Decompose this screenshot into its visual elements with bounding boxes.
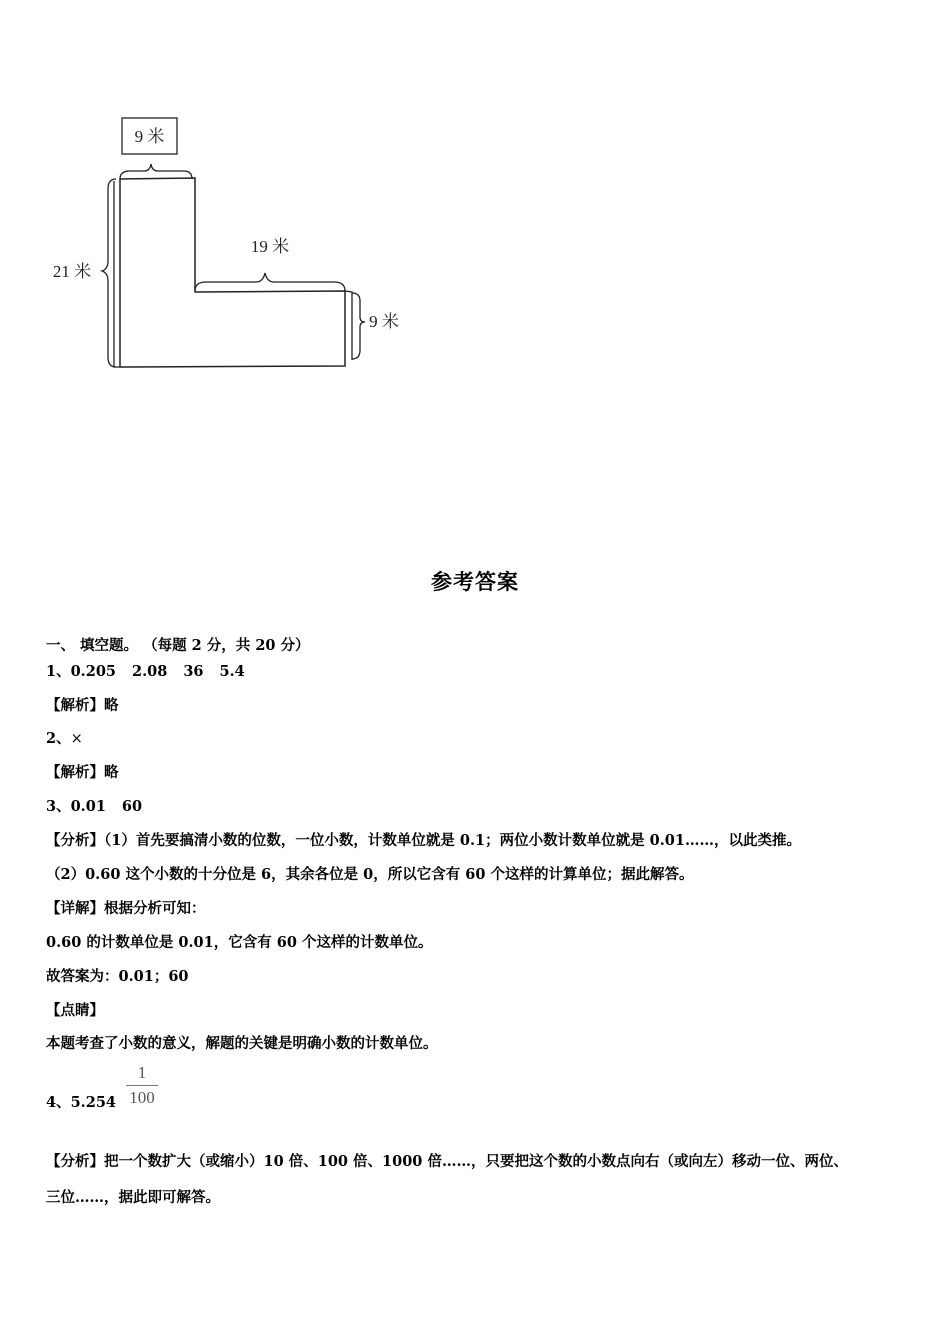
l-shape-diagram bbox=[40, 105, 420, 385]
q1-answer-line bbox=[46, 660, 245, 681]
section-1-title: 一、 填空题。 （每题 2 分，共 20 分） bbox=[46, 637, 310, 654]
arm-length-label: 19 米 bbox=[250, 237, 290, 256]
q3-answer-2: 60 bbox=[121, 798, 143, 815]
q1-prefix: 1、 bbox=[46, 663, 71, 680]
q3-answer-line bbox=[46, 795, 142, 816]
q1-answer-3: 36 bbox=[183, 663, 204, 680]
q3-prefix: 3、 bbox=[46, 798, 71, 815]
q3-analysis-line-2: （2）0.60 这个小数的十分位是 6，其余各位是 0，所以它含有 60 个这样的计算单位；据此解答。 bbox=[46, 866, 694, 883]
q4-analysis-line-2: 三位……，据此即可解答。 bbox=[46, 1189, 220, 1206]
q3-detail-line-2: 故答案为：0.01；60 bbox=[46, 968, 189, 985]
q2-answer: × bbox=[70, 731, 83, 747]
q4-fraction-numerator: 1 bbox=[137, 1063, 147, 1082]
q3-detail-title: 【详解】根据分析可知： bbox=[46, 900, 206, 917]
q3-point-title: 【点睛】 bbox=[46, 1002, 104, 1019]
arm-brace bbox=[195, 273, 345, 291]
l-shape-edge-right bbox=[345, 291, 352, 360]
q4-fraction-bar bbox=[126, 1085, 158, 1086]
height-label: 21 米 bbox=[52, 262, 92, 281]
q1-answer-2: 2.08 bbox=[132, 663, 168, 680]
q1-analysis: 【解析】略 bbox=[46, 697, 119, 714]
answer-key-heading: 参考答案 bbox=[431, 569, 519, 594]
right-brace bbox=[352, 293, 365, 359]
q4-fraction-denominator: 100 bbox=[129, 1088, 155, 1107]
l-shape-figure bbox=[40, 105, 420, 385]
q3-answer-1: 0.01 bbox=[70, 798, 106, 815]
top-width-label: 9 米 bbox=[134, 127, 165, 146]
l-shape-edge-left bbox=[114, 181, 120, 367]
q4-fraction bbox=[124, 1062, 160, 1109]
q2-analysis: 【解析】略 bbox=[46, 764, 119, 781]
q4-analysis-line-1: 【分析】把一个数扩大（或缩小）10 倍、100 倍、1000 倍……，只要把这个数的小数点向右（或向左）移动一位、两位、 bbox=[46, 1153, 848, 1170]
q4-answer: 5.254 bbox=[70, 1094, 116, 1111]
q3-point-text: 本题考查了小数的意义，解题的关键是明确小数的计数单位。 bbox=[46, 1035, 438, 1052]
q1-answer-4: 5.4 bbox=[219, 663, 245, 680]
q3-analysis-line-1: 【分析】（1）首先要搞清小数的位数，一位小数，计数单位就是 0.1；两位小数计数单位就是 0.01……，以此类推。 bbox=[46, 832, 801, 849]
arm-height-label: 9 米 bbox=[369, 312, 399, 331]
l-shape-outline bbox=[120, 178, 345, 367]
q1-answer-1: 0.205 bbox=[70, 663, 116, 680]
q2-answer-line bbox=[46, 727, 83, 748]
q4-prefix: 4、 bbox=[46, 1094, 71, 1111]
q2-prefix: 2、 bbox=[46, 730, 71, 747]
top-brace bbox=[120, 164, 192, 179]
q3-detail-line-1: 0.60 的计数单位是 0.01，它含有 60 个这样的计数单位。 bbox=[46, 934, 433, 951]
q4-answer-line bbox=[46, 1091, 116, 1112]
